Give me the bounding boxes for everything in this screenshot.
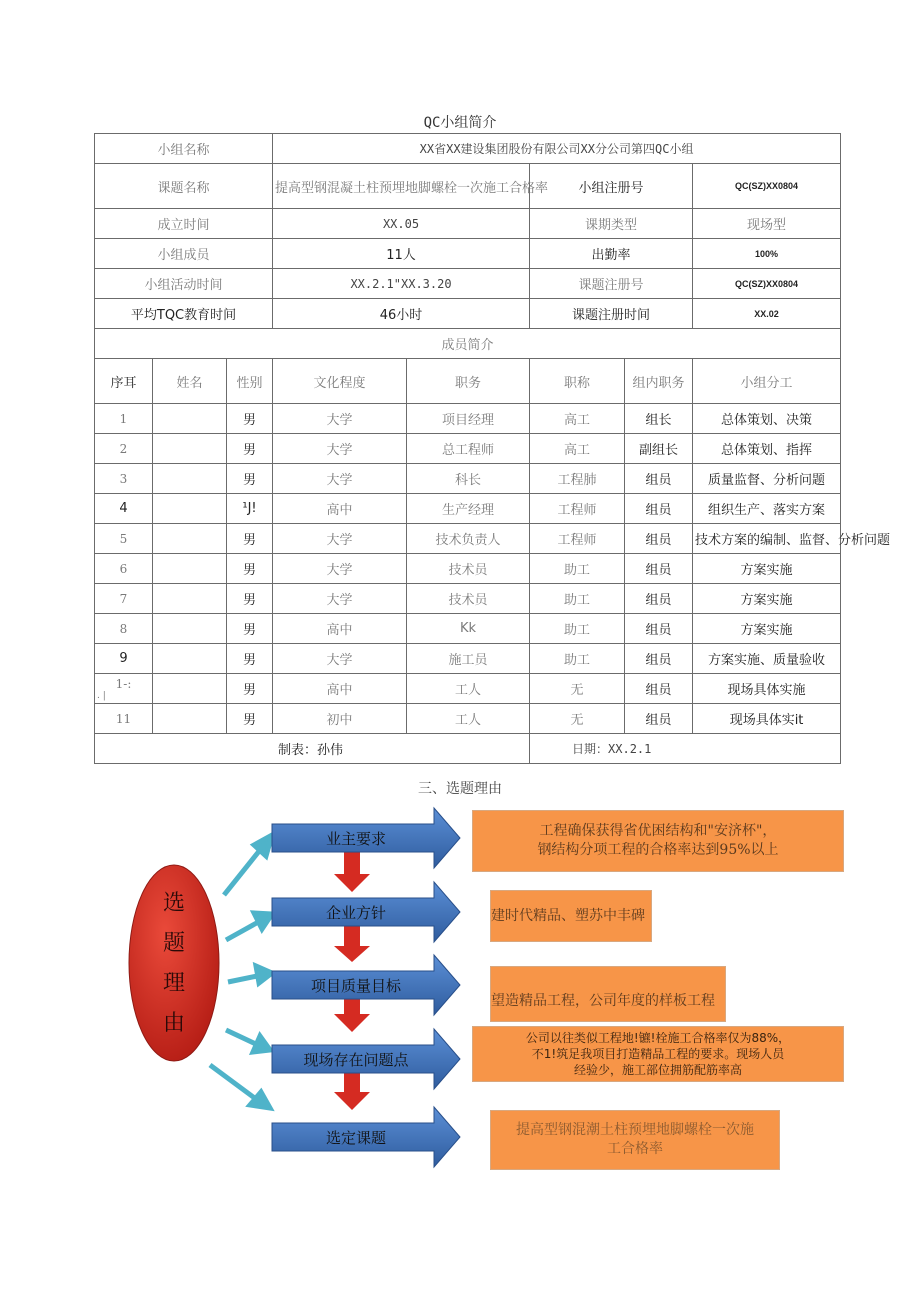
cell-role: 副组长 — [625, 434, 693, 464]
cell-role: 组员 — [625, 674, 693, 704]
cell-edu: 高中 — [273, 674, 407, 704]
founded-label: 成立时间 — [95, 209, 273, 239]
cell-no: 4 — [95, 494, 153, 524]
col-header: 职务 — [407, 359, 530, 404]
member-row — [95, 674, 841, 704]
cell-post: 技术负责人 — [407, 524, 530, 554]
arrow-label-1: 业主要求 — [325, 830, 387, 848]
member-row — [95, 404, 841, 434]
cell-no: 2 — [95, 434, 153, 464]
reason-line: 公司以往类似工程地!镳!栓施工合格率仅为88%， — [525, 1030, 791, 1045]
cell-post: 项目经理 — [407, 404, 530, 434]
cell-role: 组员 — [625, 614, 693, 644]
cell-name — [153, 614, 227, 644]
cell-task: 方案实施 — [693, 614, 841, 644]
cell-title: 高工 — [530, 404, 625, 434]
teal-arrow-4 — [226, 1030, 270, 1052]
cell-edu: 初中 — [273, 704, 407, 734]
cell-role: 组员 — [625, 704, 693, 734]
cell-role: 组员 — [625, 494, 693, 524]
cell-task: 技术方案的编制、监督、分析问题 — [693, 524, 841, 554]
down-arrow-4 — [334, 1072, 370, 1110]
cell-post: 总工程师 — [407, 434, 530, 464]
arrow-label-5: 选定课题 — [325, 1129, 387, 1147]
activity-time-label: 小组活动时间 — [95, 269, 273, 299]
attendance-value: 100% — [693, 239, 841, 269]
topic-reg-label: 课题注册号 — [530, 269, 693, 299]
cell-post: 生产经理 — [407, 494, 530, 524]
cell-name — [153, 704, 227, 734]
cell-no-extra: . | — [97, 690, 106, 701]
cell-post: 技术员 — [407, 584, 530, 614]
cell-name — [153, 404, 227, 434]
col-header: 序耳 — [95, 359, 153, 404]
cell-task: 方案实施、质量验收 — [693, 644, 841, 674]
cell-edu: 大学 — [273, 434, 407, 464]
cell-title: 助工 — [530, 644, 625, 674]
topic-reason-diagram — [94, 800, 854, 1180]
cell-edu: 大学 — [273, 584, 407, 614]
cell-task: 现场具体实施 — [693, 674, 841, 704]
member-row — [95, 464, 841, 494]
reason-line: 工合格率 — [607, 1141, 663, 1157]
cell-no: 8 — [95, 614, 153, 644]
cell-gender: 男 — [227, 704, 273, 734]
cell-no: 6 — [95, 554, 153, 584]
reason-line: 经验少，施工部位拥筋配筋率高 — [573, 1063, 742, 1078]
attendance-label: 出勤率 — [530, 239, 693, 269]
cell-role: 组员 — [625, 554, 693, 584]
cell-edu: 大学 — [273, 404, 407, 434]
group-name-value: XX省XX建设集团股份有限公司XX分公司第四QC小组 — [273, 134, 841, 164]
topic-reg-value: QC(SZ)XX0804 — [693, 269, 841, 299]
cell-task: 方案实施 — [693, 584, 841, 614]
cell-no: 11 — [95, 704, 153, 734]
cell-title: 助工 — [530, 614, 625, 644]
cell-name — [153, 434, 227, 464]
reason-box-3 — [490, 966, 726, 1022]
table-date: 日期：XX.2.1 — [530, 734, 841, 764]
cell-task: 方案实施 — [693, 554, 841, 584]
arrow-label-4: 现场存在问题点 — [303, 1051, 409, 1069]
cell-gender: 男 — [227, 644, 273, 674]
col-header: 性别 — [227, 359, 273, 404]
cell-name — [153, 644, 227, 674]
col-header: 小组分工 — [693, 359, 841, 404]
member-row — [95, 644, 841, 674]
teal-arrow-5 — [210, 1065, 270, 1108]
down-arrow-2 — [334, 926, 370, 962]
reason-box-4 — [472, 1026, 844, 1082]
cell-no: 3 — [95, 464, 153, 494]
cell-no — [95, 674, 153, 704]
table-maker: 制表：孙伟 — [95, 734, 530, 764]
cell-task: 组织生产、落实方案 — [693, 494, 841, 524]
center-char-1: 选 — [162, 891, 186, 916]
cell-title: 工程肺 — [530, 464, 625, 494]
cell-title: 无 — [530, 704, 625, 734]
reason-box-2 — [490, 890, 652, 942]
cell-title: 高工 — [530, 434, 625, 464]
cell-title: 工程师 — [530, 524, 625, 554]
cell-title: 助工 — [530, 584, 625, 614]
cell-no: 5 — [95, 524, 153, 554]
cell-task: 质量监督、分析问题 — [693, 464, 841, 494]
col-header: 组内职务 — [625, 359, 693, 404]
cell-task: 总体策划、决策 — [693, 404, 841, 434]
cell-role: 组员 — [625, 524, 693, 554]
cell-post: 工人 — [407, 704, 530, 734]
cell-gender: 男 — [227, 584, 273, 614]
cell-gender: 男 — [227, 674, 273, 704]
center-char-4: 由 — [162, 1011, 186, 1036]
col-header: 文化程度 — [273, 359, 407, 404]
cell-task: 现场具体实it — [693, 704, 841, 734]
member-row — [95, 434, 841, 464]
members-header-row — [95, 359, 841, 404]
cell-title: 助工 — [530, 554, 625, 584]
cell-post: 工人 — [407, 674, 530, 704]
cell-name — [153, 674, 227, 704]
cell-title: 工程师 — [530, 494, 625, 524]
cell-post: Kk — [407, 614, 530, 644]
group-reg-value: QC(SZ)XX0804 — [693, 164, 841, 209]
topic-name-value: 提高型钢混凝土柱预埋地脚螺栓一次施工合格率 — [273, 164, 530, 209]
qc-info-table — [94, 133, 891, 764]
cell-edu: 大学 — [273, 524, 407, 554]
topic-reg-time-label: 课题注册时间 — [530, 299, 693, 329]
members-section-title: 成员简介 — [95, 329, 841, 359]
reason-line: 望造精品工程，公司年度的样板工程 — [491, 993, 715, 1010]
arrow-label-3: 项目质量目标 — [310, 977, 402, 995]
cell-post: 科长 — [407, 464, 530, 494]
down-arrow-3 — [334, 996, 370, 1032]
tqc-label: 平均TQC教育时间 — [95, 299, 273, 329]
reason-line: 不1!筑足我项目打造精品工程的要求。现场人员 — [531, 1046, 785, 1061]
activity-time-value: XX.2.1"XX.3.20 — [273, 269, 530, 299]
cell-edu: 大学 — [273, 554, 407, 584]
cell-role: 组员 — [625, 584, 693, 614]
cell-name — [153, 584, 227, 614]
member-row — [95, 584, 841, 614]
reason-box-5 — [490, 1110, 780, 1170]
cell-gender: ¹J! — [227, 494, 273, 524]
cell-no: 1 — [95, 404, 153, 434]
col-header: 职称 — [530, 359, 625, 404]
members-value: 11人 — [273, 239, 530, 269]
reason-box-1 — [472, 810, 844, 872]
center-char-3: 理 — [162, 971, 186, 996]
reason-line: 工程确保获得省优困结构和"安济杯"， — [539, 823, 777, 840]
cell-name — [153, 524, 227, 554]
member-row — [95, 704, 841, 734]
topic-type-value: 现场型 — [693, 209, 841, 239]
reason-line: 提高型钢混潮土柱预埋地脚螺栓一次施 — [516, 1122, 754, 1139]
cell-name — [153, 464, 227, 494]
center-char-2: 题 — [162, 931, 186, 956]
cell-edu: 大学 — [273, 644, 407, 674]
cell-edu: 高中 — [273, 614, 407, 644]
group-reg-label: 小组注册号 — [530, 164, 693, 209]
founded-value: XX.05 — [273, 209, 530, 239]
topic-type-label: 课期类型 — [530, 209, 693, 239]
reason-line: 建时代精品、塑苏中丰碑 — [491, 907, 645, 924]
member-row — [95, 614, 841, 644]
teal-arrow-3 — [228, 966, 272, 983]
section3-title: 三、选题理由 — [418, 781, 502, 797]
group-name-label: 小组名称 — [95, 134, 273, 164]
teal-arrow-2 — [226, 913, 272, 940]
cell-no: 9 — [95, 644, 153, 674]
cell-task: 总体策划、指挥 — [693, 434, 841, 464]
cell-gender: 男 — [227, 434, 273, 464]
cell-post: 技术员 — [407, 554, 530, 584]
cell-gender: 男 — [227, 524, 273, 554]
cell-gender: 男 — [227, 614, 273, 644]
member-row — [95, 554, 841, 584]
topic-name-label: 课题名称 — [95, 164, 273, 209]
cell-title: 无 — [530, 674, 625, 704]
cell-role: 组长 — [625, 404, 693, 434]
cell-role: 组员 — [625, 464, 693, 494]
cell-name — [153, 494, 227, 524]
cell-no-text: 1-: — [115, 676, 132, 691]
cell-gender: 男 — [227, 554, 273, 584]
tqc-value: 46小时 — [273, 299, 530, 329]
cell-gender: 男 — [227, 404, 273, 434]
teal-arrow-1 — [224, 835, 272, 895]
col-header: 姓名 — [153, 359, 227, 404]
cell-edu: 大学 — [273, 464, 407, 494]
members-label: 小组成员 — [95, 239, 273, 269]
cell-no: 7 — [95, 584, 153, 614]
topic-reg-time-value: XX.02 — [693, 299, 841, 329]
cell-name — [153, 554, 227, 584]
page-title: QC小组简介 — [423, 115, 497, 131]
cell-gender: 男 — [227, 464, 273, 494]
member-row — [95, 524, 841, 554]
down-arrow-1 — [334, 852, 370, 892]
cell-role: 组员 — [625, 644, 693, 674]
member-row — [95, 494, 841, 524]
reason-line: 钢结构分项工程的合格率达到95%以上 — [537, 842, 779, 858]
arrow-label-2: 企业方针 — [325, 904, 387, 922]
cell-post: 施工员 — [407, 644, 530, 674]
cell-edu: 高中 — [273, 494, 407, 524]
